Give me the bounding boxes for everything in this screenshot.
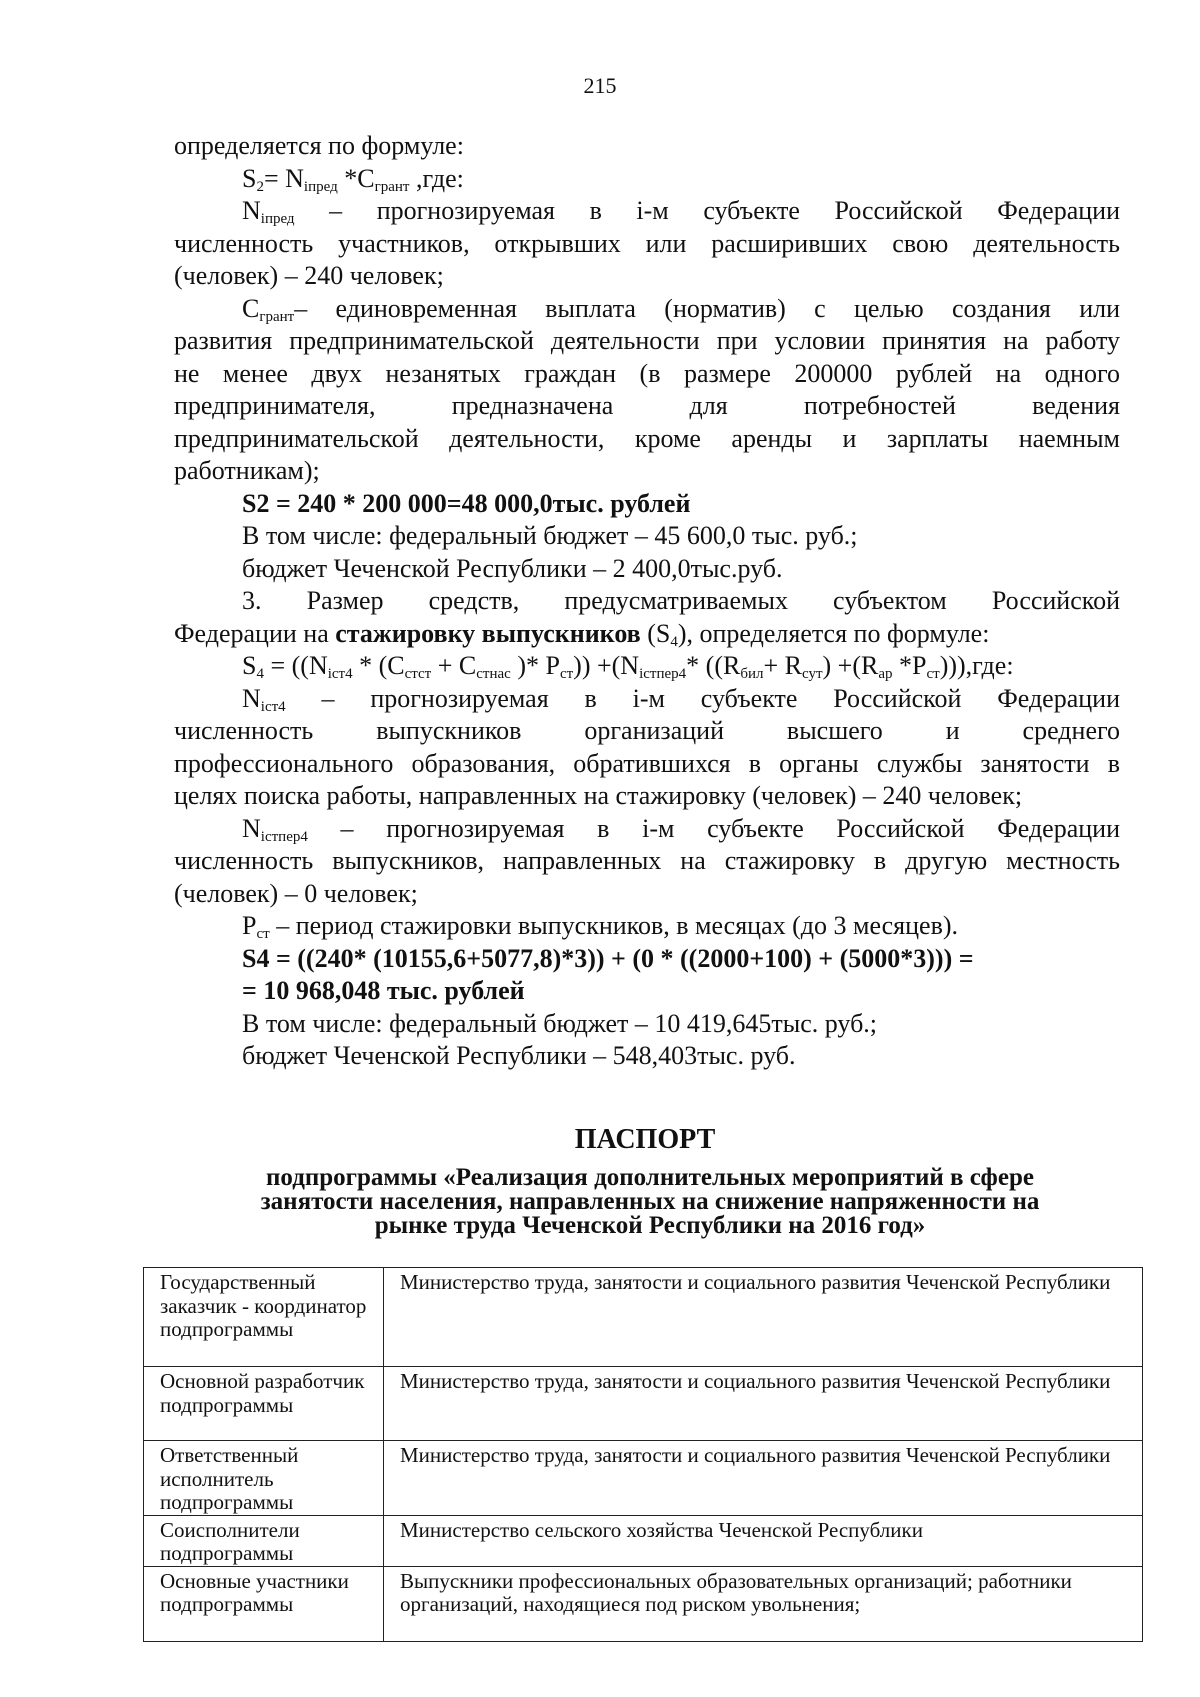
table-row: [144, 1515, 1143, 1566]
s2-regional: бюджет Чеченской Республики – 2 400,0тыс.руб.: [242, 553, 783, 583]
formula-s2: $S_2= N_{iпред}$ $*C_{грант}$ ,где:: [242, 163, 464, 195]
paragraph: численность участников, открывших или расширивших свою деятельность: [174, 228, 1120, 258]
s4-result-total: = 10 968,048 тыс. рублей: [242, 976, 525, 1005]
paragraph: определяется по формуле:: [174, 131, 464, 160]
body-text: [174, 130, 1120, 1073]
paragraph: предпринимателя, предназначена для потребностей ведения: [174, 391, 1120, 420]
row-label: Основной разработчик подпрограммы: [144, 1367, 384, 1441]
passport-table: [143, 1267, 1143, 1642]
row-value: Министерство труда, занятости и социального развития Чеченской Республики: [384, 1441, 1143, 1516]
paragraph: целях поиска работы, направленных на стажировку (человек) – 240 человек;: [174, 781, 1023, 810]
paragraph: (человек) – 0 человек;: [174, 878, 418, 908]
s4-federal: В том числе: федеральный бюджет – 10 419,645тыс. руб.;: [242, 1008, 878, 1038]
subtitle-line: занятости населения, направленных на снижение напряженности на: [260, 1188, 1040, 1215]
paragraph: (человек) – 240 человек;: [174, 261, 444, 290]
formula-s4: $S_4 = ((N_{iст4} * (C_{стст} + C_{стнас}$ )* $P_{ст})) +(N_{iстпер4}*$ ($(R_{бил}+ R_{сут}) +(R_{ар}$ $*P_{ст}))),где$:: [242, 651, 1014, 682]
paragraph: не менее двух незанятых граждан (в размере 200000 рублей на одного: [174, 358, 1120, 388]
s4-regional: бюджет Чеченской Республики – 548,403тыс. руб.: [242, 1041, 796, 1070]
paragraph: работникам);: [174, 456, 320, 485]
table-row: [144, 1566, 1143, 1641]
s2-result: S2 = 240 * 200 000=48 000,0тыс. рублей: [242, 488, 691, 518]
def-n-ipred: $N_{iпред}$ – прогнозируемая в i-м субъекте Российской Федерации: [242, 196, 1120, 227]
table-row: [144, 1268, 1143, 1367]
paragraph: профессионального образования, обратившихся в органы службы занятости в: [174, 748, 1120, 778]
paragraph: численность выпускников организаций высшего и среднего: [174, 716, 1120, 745]
row-label: Государственный заказчик - координатор подпрограммы: [144, 1268, 384, 1367]
paragraph: численность выпускников, направленных на стажировку в другую местность: [174, 846, 1120, 875]
def-n-ist4: $N_{iст4}$ – прогнозируемая в i-м субъекте Российской Федерации: [242, 683, 1120, 715]
row-label: Соисполнители подпрограммы: [144, 1515, 384, 1566]
paragraph-3: 3. Размер средств, предусматриваемых субъектом Российской: [242, 586, 1120, 615]
subtitle-line: рынке труда Чеченской Республики на 2016 год»: [374, 1212, 926, 1239]
def-c-grant: $C_{грант}-$ единовременная выплата (норматив) с целью создания или: [242, 293, 1120, 325]
subtitle-line: подпрограммы «Реализация дополнительных мероприятий в сфере: [266, 1164, 1034, 1191]
row-value: Выпускники профессиональных образовательных организаций; работники организаций, находящиеся под риском увольнения;: [384, 1566, 1143, 1641]
def-n-istper4: $N_{iстпер4}$ – прогнозируемая в i-м субъекте Российской Федерации: [242, 813, 1120, 845]
table-row: [144, 1367, 1143, 1441]
s2-federal: В том числе: федеральный бюджет – 45 600,0 тыс. руб.;: [242, 521, 858, 550]
row-value: Министерство сельского хозяйства Чеченской Республики: [384, 1515, 1143, 1566]
paragraph: развития предпринимательской деятельности при условии принятия на работу: [174, 326, 1120, 355]
passport-title: ПАСПОРТ: [574, 1124, 716, 1155]
row-value: Министерство труда, занятости и социального развития Чеченской Республики: [384, 1268, 1143, 1367]
passport-subtitle: [200, 1166, 1100, 1238]
s4-result: S4 = ((240* (10155,6+5077,8)*3)) + (0 * ((2000+100) + (5000*3))) =: [242, 943, 974, 973]
row-label: Ответственный исполнитель подпрограммы: [144, 1441, 384, 1516]
def-p-st: $P_{ст}$ – период стажировки выпускников, в месяцах (до 3 месяцев).: [242, 911, 959, 942]
table-row: [144, 1441, 1143, 1516]
paragraph: Федерации на стажировку выпускников $(S_4)$, определяется по формуле:: [174, 618, 990, 650]
row-value: Министерство труда, занятости и социального развития Чеченской Республики: [384, 1367, 1143, 1441]
paragraph: предпринимательской деятельности, кроме аренды и зарплаты наемным: [174, 423, 1120, 453]
row-label: Основные участники подпрограммы: [144, 1566, 384, 1641]
page-number: 215: [583, 73, 617, 98]
